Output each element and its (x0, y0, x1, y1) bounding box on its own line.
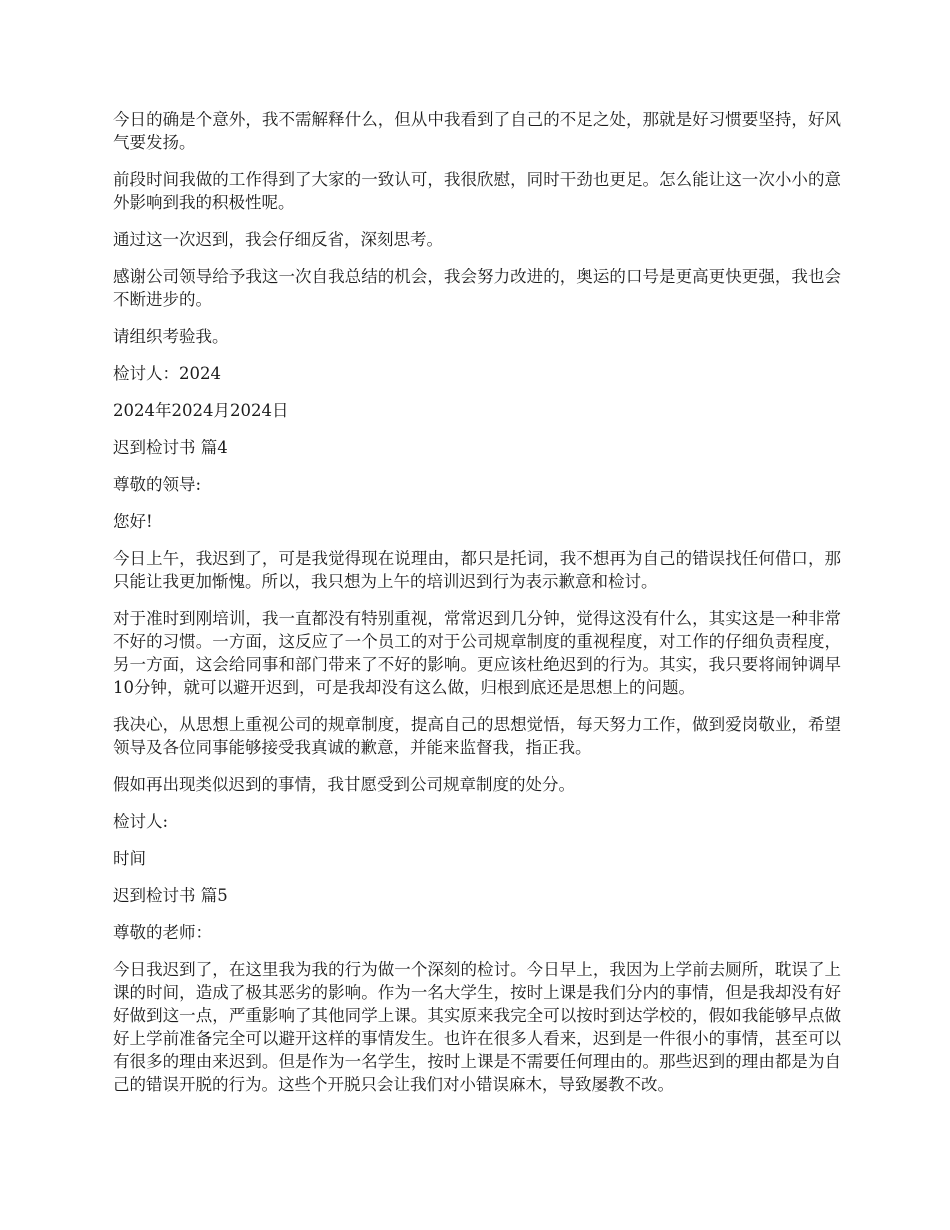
paragraph: 今日我迟到了，在这里我为我的行为做一个深刻的检讨。今日早上，我因为上学前去厕所，耽误了上课的时间，造成了极其恶劣的影响。作为一名大学生，按时上课是我们分内的事情，但是我却没有好好做到这一点，严重影响了其他同学上课。其实原来我完全可以按时到达学校的，假如我能够早点做好上学前准备完全可以避开这样的事情发生。也许在很多人看来，迟到是一件很小的事情，甚至可以有很多的理由来迟到。但是作为一名学生，按时上课是不需要任何理由的。那些迟到的理由都是为自己的错误开脱的行为。这些个开脱只会让我们对小错误麻木，导致屡教不改。 (113, 960, 841, 1094)
paragraph: 今日的确是个意外，我不需解释什么，但从中我看到了自己的不足之处，那就是好习惯要坚持，好风气要发扬。 (113, 110, 841, 152)
date-line: 2024年2024月2024日 (113, 401, 289, 420)
section-heading: 迟到检讨书 篇5 (113, 886, 228, 905)
signature-line: 检讨人：2024 (113, 364, 221, 383)
date-line: 时间 (113, 849, 146, 868)
paragraph: 感谢公司领导给予我这一次自我总结的机会，我会努力改进的，奥运的口号是更高更快更强，我也会不断进步的。 (113, 267, 841, 309)
salutation: 尊敬的领导: (113, 475, 202, 494)
paragraph: 假如再出现类似迟到的事情，我甘愿受到公司规章制度的处分。 (113, 775, 575, 794)
paragraph: 前段时间我做的工作得到了大家的一致认可，我很欣慰，同时干劲也更足。怎么能让这一次小小的意外影响到我的积极性呢。 (113, 170, 841, 212)
section-heading: 迟到检讨书 篇4 (113, 438, 228, 457)
paragraph: 今日上午，我迟到了，可是我觉得现在说理由，都只是托词，我不想再为自己的错误找任何借口，那只能让我更加惭愧。所以，我只想为上午的培训迟到行为表示歉意和检讨。 (113, 549, 841, 591)
salutation: 尊敬的老师： (113, 923, 212, 942)
paragraph: 通过这一次迟到，我会仔细反省，深刻思考。 (113, 230, 443, 249)
signature-line: 检讨人: (113, 812, 169, 831)
document-page (113, 108, 841, 1110)
paragraph: 请组织考验我。 (113, 327, 229, 346)
greeting: 您好! (113, 512, 153, 531)
paragraph: 我决心，从思想上重视公司的规章制度，提高自己的思想觉悟，每天努力工作，做到爱岗敬业，希望领导及各位同事能够接受我真诚的歉意，并能来监督我，指正我。 (113, 715, 841, 757)
paragraph: 对于准时到刚培训，我一直都没有特别重视，常常迟到几分钟，觉得这没有什么，其实这是一种非常不好的习惯。一方面，这反应了一个员工的对于公司规章制度的重视程度，对工作的仔细负责程度，另一方面，这会给同事和部门带来了不好的影响。更应该杜绝迟到的行为。其实，我只要将闹钟调早10分钟，就可以避开迟到，可是我却没有这么做，归根到底还是思想上的问题。 (113, 609, 841, 697)
